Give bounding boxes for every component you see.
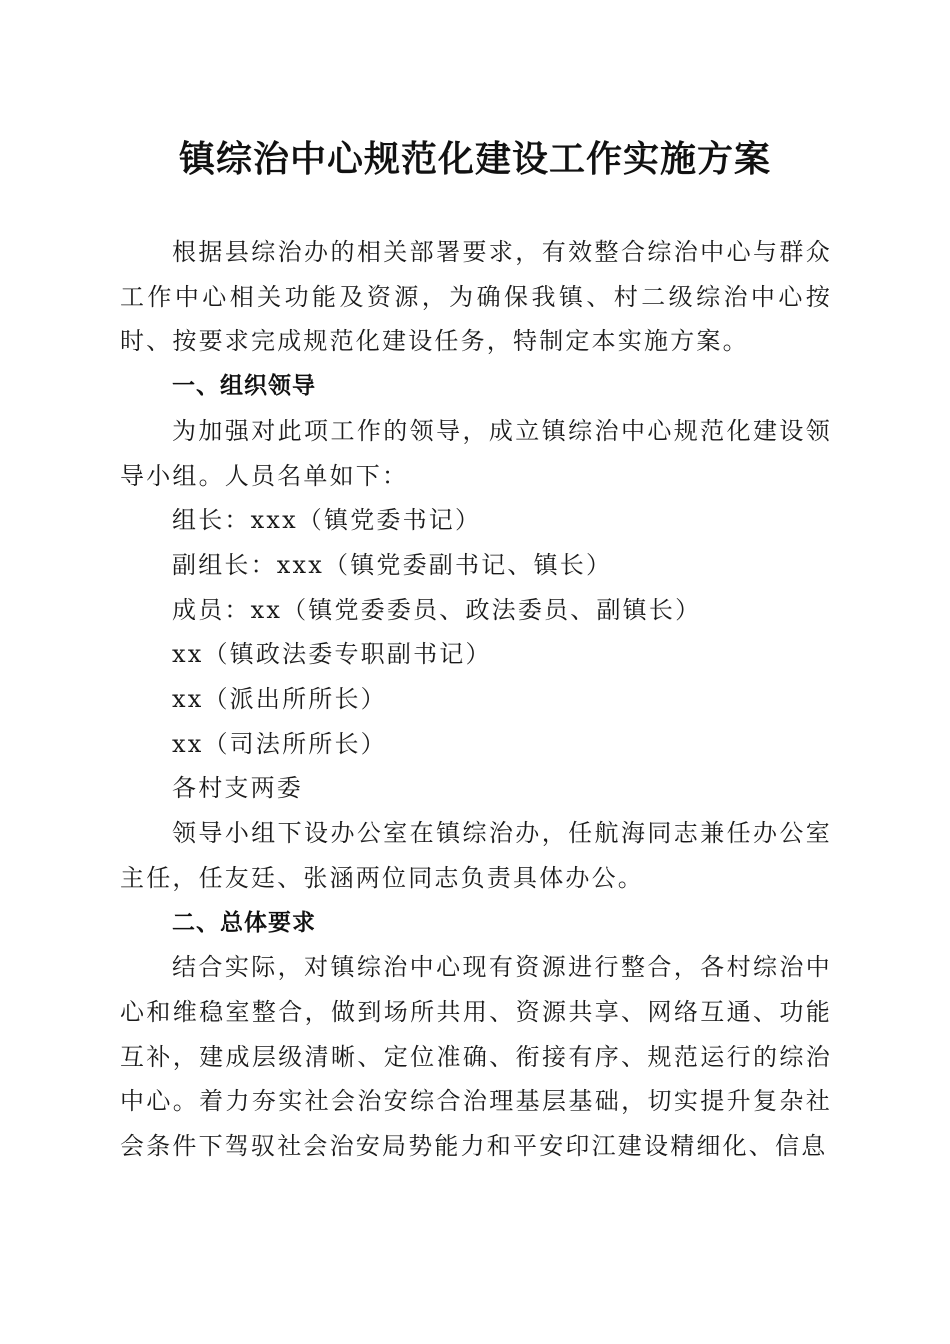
member-line-deputy-leader: 副组长：xxx（镇党委副书记、镇长） [172, 550, 613, 579]
member-line-political-secretary: xx（镇政法委专职副书记） [172, 640, 492, 669]
office-paragraph: 领导小组下设办公室在镇综治办，任航海同志兼任办公室主任，任友廷、张涵两位同志负责具体办公。 [120, 819, 832, 892]
member-line-member: 成员：xx（镇党委委员、政法委员、副镇长） [172, 595, 702, 624]
section-heading-organization: 一、组织领导 [172, 373, 316, 400]
organization-paragraph: 为加强对此项工作的领导，成立镇综治中心规范化建设领导小组。人员名单如下： [120, 416, 832, 490]
document-title: 镇综治中心规范化建设工作实施方案 [178, 138, 771, 180]
member-line-leader: 组长：xxx（镇党委书记） [172, 506, 482, 535]
intro-paragraph: 根据县综治办的相关部署要求，有效整合综治中心与群众工作中心相关功能及资源，为确保我镇、村二级综治中心按时、按要求完成规范化建设任务，特制定本实施方案。 [120, 238, 832, 356]
member-line-village-committees: 各村支两委 [172, 774, 303, 803]
member-line-police-chief: xx（派出所所长） [172, 685, 387, 714]
requirements-paragraph: 结合实际，对镇综治中心现有资源进行整合，各村综治中心和维稳室整合，做到场所共用、资源共享、网络互通、功能互补，建成层级清晰、定位准确、衔接有序、规范运行的综治中心。着力夯实社会治安综合治理基层基础，切实提升复杂社会条件下驾驭社会治安局势能力和平安印江建设精细化、信息 [120, 953, 832, 1161]
section-heading-requirements: 二、总体要求 [172, 909, 316, 936]
document-body [120, 230, 832, 1169]
member-line-justice-chief: xx（司法所所长） [172, 729, 387, 758]
